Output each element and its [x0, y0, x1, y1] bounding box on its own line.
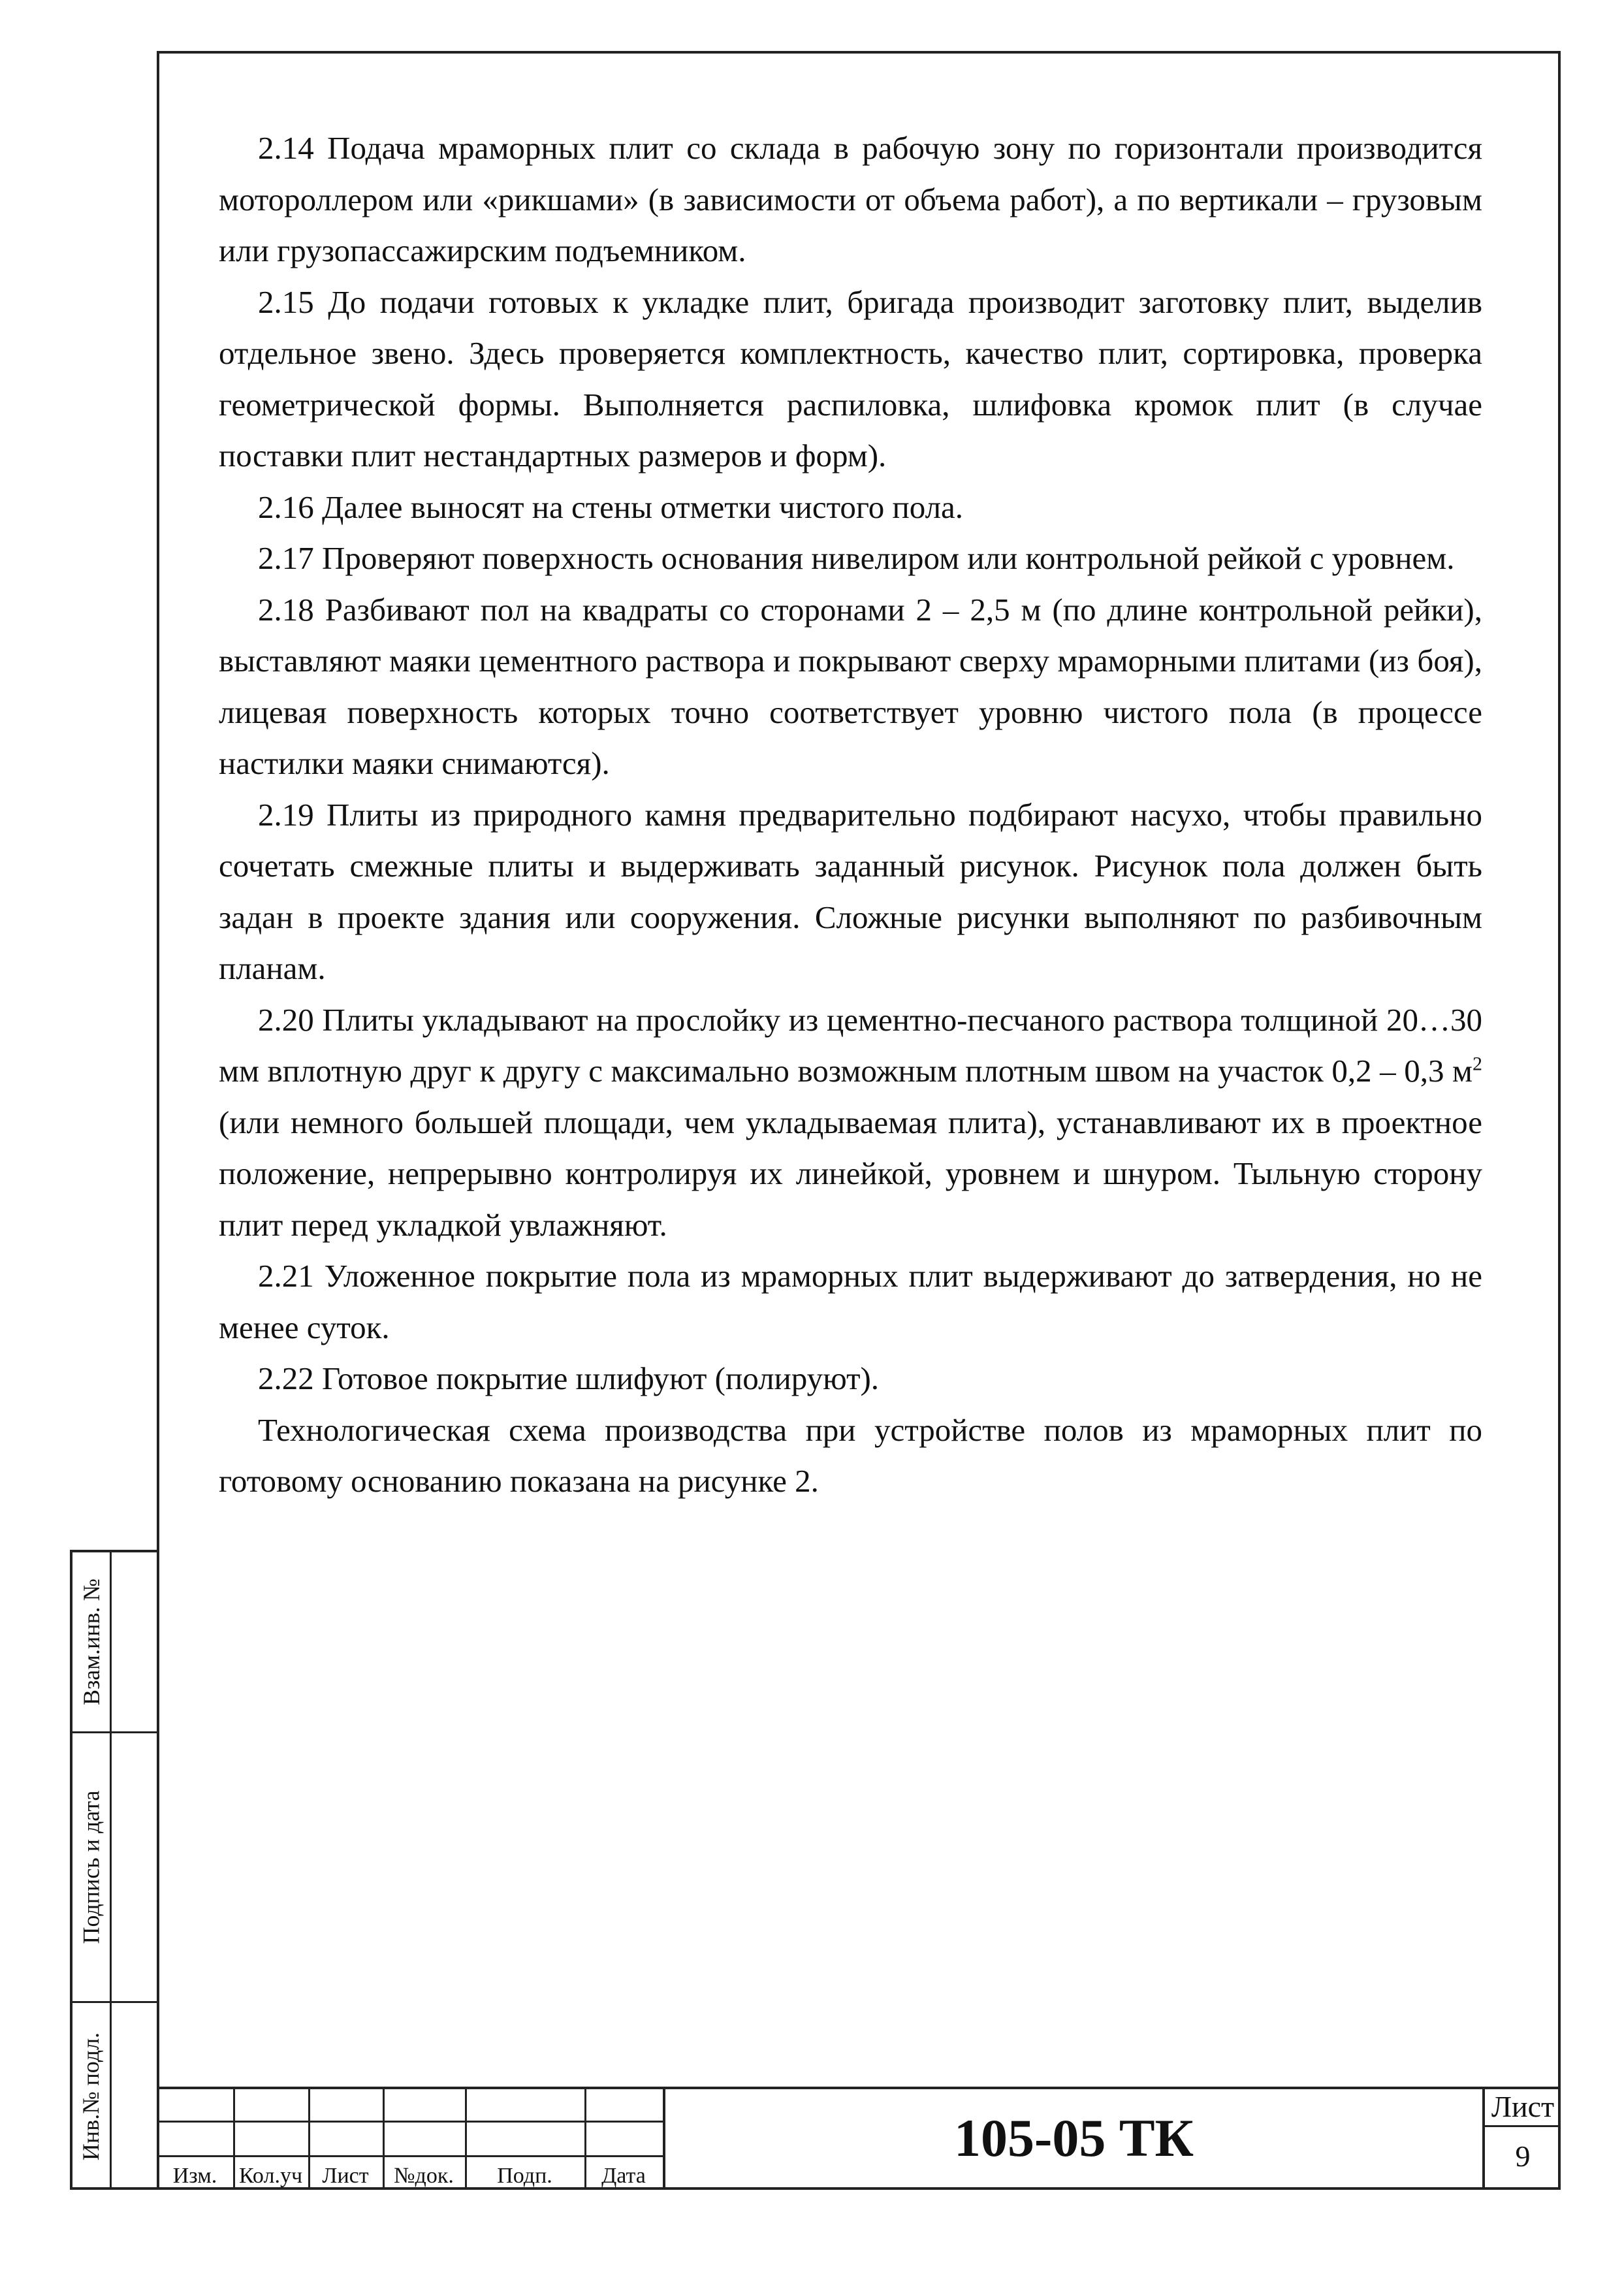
sheet-label: Лист	[1485, 2089, 1561, 2127]
side-cell-swap-inv	[72, 1552, 157, 1733]
paragraph-2-22: 2.22 Готовое покрытие шлифуют (полируют).	[258, 1360, 880, 1396]
title-block-revision-grid	[157, 2087, 663, 2190]
header-podp: Подп.	[497, 2164, 552, 2188]
paragraph-2-20-text: 2.20 Плиты укладывают на прослойку из цементно-песчаного раствора толщиной 20…30 мм вплотную друг к другу с максимально возможным плотным швом на участок 0,2 – 0,3 м	[219, 1001, 1482, 1089]
sheet-number-box	[1482, 2087, 1561, 2190]
paragraph-2-18: 2.18 Разбивают пол на квадраты со сторонами 2 – 2,5 м (по длине контрольной рейки), выставляют маяки цементного раствора и покрывают сверху мраморными плитами (из боя), лицевая поверхность которых точно соответствует уровню чистого пола (в процессе настилки маяки снимаются).	[219, 591, 1482, 781]
paragraph-2-21: 2.21 Уложенное покрытие пола из мраморных плит выдерживают до затвердения, но не менее суток.	[219, 1258, 1482, 1345]
paragraph-2-19: 2.19 Плиты из природного камня предварительно подбирают насухо, чтобы правильно сочетать смежные плиты и выдерживать заданный рисунок. Рисунок пола должен быть задан в проекте здания или сооружения. Сложные рисунки выполняют по разбивочным планам.	[219, 796, 1482, 986]
document-body	[219, 123, 1482, 1507]
header-izm: Изм.	[172, 2164, 217, 2188]
side-label-inv-orig: Инв.№ подл.	[78, 2032, 104, 2161]
paragraph-2-15: 2.15 До подачи готовых к укладке плит, бригада производит заготовку плит, выделив отдельное звено. Здесь проверяется комплектность, качество плит, сортировка, проверка геометрической формы. Выполняется распиловка, шлифовка кромок плит (в случае поставки плит нестандартных размеров и форм).	[219, 283, 1482, 473]
side-stamp	[70, 1550, 157, 2190]
header-data: Дата	[601, 2164, 646, 2188]
paragraph-scheme-reference: Технологическая схема производства при устройстве полов из мраморных плит по готовому основанию показана на рисунке 2.	[219, 1411, 1482, 1499]
paragraph-2-16: 2.16 Далее выносят на стены отметки чистого пола.	[258, 489, 964, 525]
paragraph-2-14: 2.14 Подача мраморных плит со склада в рабочую зону по горизонтали производится мотороллером или «рикшами» (в зависимости от объема работ), а по вертикали – грузовым или грузопассажирским подъемником.	[219, 130, 1482, 268]
paragraph-2-20	[219, 995, 1482, 1251]
side-cell-sign-date	[72, 1733, 157, 2003]
paragraph-2-20-text-end: (или немного большей площади, чем укладываемая плита), устанавливают их в проектное положение, непрерывно контролируя их линейкой, уровнем и шнуром. Тыльную сторону плит перед укладкой увлажняют.	[219, 1104, 1482, 1243]
header-list: Лист	[322, 2164, 369, 2188]
side-cell-inv-orig	[72, 2003, 157, 2190]
header-kol-uch: Кол.уч	[238, 2164, 303, 2188]
side-label-swap-inv: Взам.инв. №	[78, 1579, 104, 1705]
paragraph-2-17: 2.17 Проверяют поверхность основания нивелиром или контрольной рейкой с уровнем.	[258, 540, 1455, 576]
document-code: 105-05 ТК	[663, 2087, 1482, 2190]
sheet-number: 9	[1515, 2140, 1531, 2173]
side-label-sign-date: Подпись и дата	[78, 1790, 104, 1944]
header-n-dok: №док.	[394, 2164, 454, 2188]
area-unit-superscript: 2	[1473, 1053, 1482, 1075]
